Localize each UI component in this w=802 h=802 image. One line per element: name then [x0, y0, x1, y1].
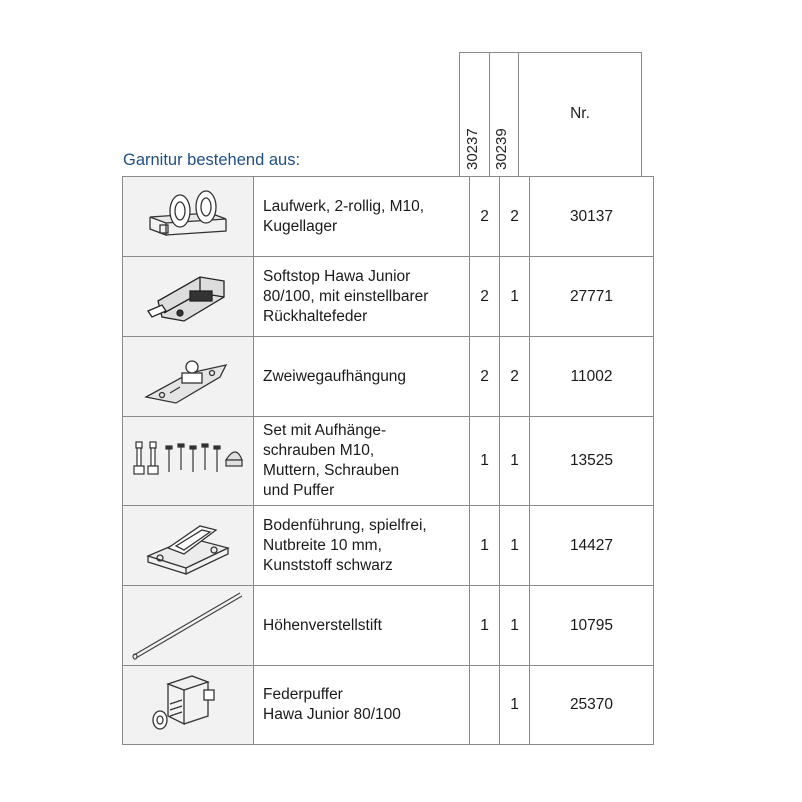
hanger-icon	[123, 337, 254, 417]
qty-30237	[470, 666, 500, 745]
table-row	[123, 666, 654, 745]
header-30237: 30237	[463, 128, 481, 170]
description: Zweiwegaufhängung	[254, 337, 470, 417]
header-30239: 30239	[493, 128, 510, 170]
qty-30239: 1	[500, 417, 530, 506]
parts-table	[122, 176, 654, 745]
table-row	[123, 506, 654, 586]
part-number: 27771	[530, 257, 654, 337]
carriage-icon	[123, 177, 254, 257]
qty-30239: 1	[500, 506, 530, 586]
description: Softstop Hawa Junior 80/100, mit einstellbarer Rückhaltefeder	[254, 257, 470, 337]
header-col-30237	[459, 52, 490, 176]
screw-set-icon	[123, 417, 254, 506]
caption: Garnitur bestehend aus:	[123, 151, 301, 169]
qty-30237: 1	[470, 586, 500, 666]
qty-30239: 1	[500, 257, 530, 337]
table-row	[123, 257, 654, 337]
part-number: 13525	[530, 417, 654, 506]
header-col-nr	[518, 52, 642, 176]
part-number: 11002	[530, 337, 654, 417]
floor-guide-icon	[123, 506, 254, 586]
buffer-icon	[123, 666, 254, 745]
part-number: 14427	[530, 506, 654, 586]
table-row	[123, 586, 654, 666]
part-number: 25370	[530, 666, 654, 745]
qty-30239: 2	[500, 177, 530, 257]
table-row	[123, 337, 654, 417]
qty-30237: 2	[470, 337, 500, 417]
part-number: 30137	[530, 177, 654, 257]
header-nr: Nr.	[570, 105, 590, 122]
table-row	[123, 177, 654, 257]
qty-30239: 1	[500, 666, 530, 745]
table-row	[123, 417, 654, 506]
qty-30239: 2	[500, 337, 530, 417]
description: Höhenverstellstift	[254, 586, 470, 666]
header-col-30239	[489, 52, 519, 176]
qty-30239: 1	[500, 586, 530, 666]
qty-30237: 2	[470, 177, 500, 257]
softstop-icon	[123, 257, 254, 337]
part-number: 10795	[530, 586, 654, 666]
pin-icon	[123, 586, 254, 666]
description: Set mit Aufhänge- schrauben M10, Muttern, Schrauben und Puffer	[254, 417, 470, 506]
description: Bodenführung, spielfrei, Nutbreite 10 mm, Kunststoff schwarz	[254, 506, 470, 586]
qty-30237: 1	[470, 506, 500, 586]
qty-30237: 2	[470, 257, 500, 337]
qty-30237: 1	[470, 417, 500, 506]
description: Federpuffer Hawa Junior 80/100	[254, 666, 470, 745]
description: Laufwerk, 2-rollig, M10, Kugellager	[254, 177, 470, 257]
